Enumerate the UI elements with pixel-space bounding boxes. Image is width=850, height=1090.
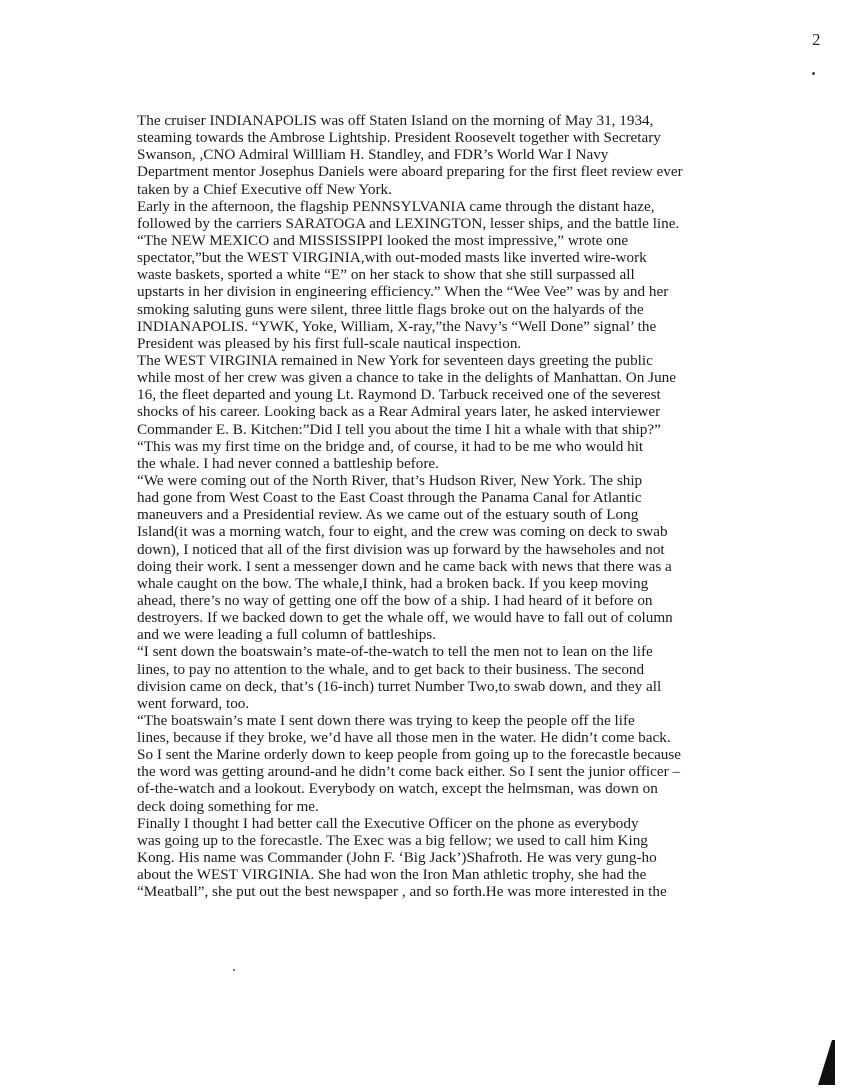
text-line: the word was getting around-and he didn’t come back either. So I sent the junior officer –	[137, 763, 681, 781]
scan-speck	[812, 72, 815, 75]
text-line: waste baskets, sported a white “E” on her stack to show that she still surpassed all	[137, 266, 635, 284]
text-line: The WEST VIRGINIA remained in New York for seventeen days greeting the public	[137, 351, 653, 369]
text-line: President was pleased by his first full-scale nautical inspection.	[137, 334, 522, 352]
text-line: INDIANAPOLIS. “YWK, Yoke, William, X-ray,”the Navy’s “Well Done” signal’ the	[137, 317, 657, 335]
text-line: upstarts in her division in engineering efficiency.” When the “Wee Vee” was by and her	[137, 283, 669, 301]
text-line: spectator,”but the WEST VIRGINIA,with out-moded masts like inverted wire-work	[137, 249, 647, 267]
text-line: about the WEST VIRGINIA. She had won the Iron Man athletic trophy, she had the	[137, 866, 647, 884]
text-line: had gone from West Coast to the East Coast through the Panama Canal for Atlantic	[137, 489, 642, 507]
text-line: maneuvers and a Presidential review. As we came out of the estuary south of Long	[137, 506, 639, 524]
text-line: down), I noticed that all of the first division was up forward by the hawseholes and not	[137, 540, 665, 558]
text-line: Island(it was a morning watch, four to eight, and the crew was coming on deck to swab	[137, 523, 668, 541]
text-line: “I sent down the boatswain’s mate-of-the-watch to tell the men not to lean on the life	[137, 643, 653, 661]
text-line: went forward, too.	[137, 694, 250, 712]
text-line: the whale. I had never conned a battleship before.	[137, 454, 439, 472]
text-line: 16, the fleet departed and young Lt. Raymond D. Tarbuck received one of the severest	[137, 386, 661, 404]
text-line: steaming towards the Ambrose Lightship. President Roosevelt together with Secretary	[137, 129, 661, 147]
text-line: Commander E. B. Kitchen:”Did I tell you about the time I hit a whale with that ship?”	[137, 420, 661, 438]
scan-speck	[233, 969, 235, 971]
text-line: and we were leading a full column of battleships.	[137, 626, 437, 644]
text-line: doing their work. I sent a messenger down and he came back with news that there was a	[137, 557, 672, 575]
text-line: destroyers. If we backed down to get the whale off, we would have to fall out of column	[137, 609, 673, 627]
text-line: Finally I thought I had better call the Executive Officer on the phone as everybody	[137, 814, 639, 832]
scan-corner-shape	[818, 1040, 835, 1085]
text-line: shocks of his career. Looking back as a Rear Admiral years later, he asked interviewer	[137, 403, 661, 421]
text-line: of-the-watch and a lookout. Everybody on watch, except the helmsman, was down on	[137, 780, 658, 798]
text-line: whale caught on the bow. The whale,I think, had a broken back. If you keep moving	[137, 574, 649, 592]
text-line: “Meatball”, she put out the best newspaper , and so forth.He was more interested in the	[137, 883, 667, 901]
text-line: “The boatswain’s mate I sent down there was trying to keep the people off the life	[137, 711, 635, 729]
text-line: So I sent the Marine orderly down to keep people from going up to the forecastle because	[137, 746, 682, 764]
text-line: lines, to pay no attention to the whale, and to get back to their business. The second	[137, 660, 645, 678]
text-line: The cruiser INDIANAPOLIS was off Staten Island on the morning of May 31, 1934,	[137, 112, 654, 129]
document-body	[137, 112, 817, 900]
text-line: division came on deck, that’s (16-inch) turret Number Two,to swab down, and they all	[137, 677, 662, 695]
text-line: ahead, there’s no way of getting one off the bow of a ship. I had heard of it before on	[137, 591, 653, 609]
text-line: deck doing something for me.	[137, 797, 319, 815]
scan-corner-mark	[815, 1040, 835, 1085]
text-line: lines, because if they broke, we’d have all those men in the water. He didn’t come back.	[137, 729, 671, 747]
text-line: followed by the carriers SARATOGA and LEXINGTON, lesser ships, and the battle line.	[137, 214, 680, 232]
text-line: Swanson, ,CNO Admiral Willliam H. Standley, and FDR’s World War I Navy	[137, 146, 609, 164]
text-line: “The NEW MEXICO and MISSISSIPPI looked the most impressive,” wrote one	[137, 231, 629, 249]
text-line: Department mentor Josephus Daniels were aboard preparing for the first fleet review ever	[137, 163, 683, 181]
page-number: 2	[812, 30, 821, 49]
text-line: “We were coming out of the North River, that’s Hudson River, New York. The ship	[137, 471, 643, 489]
text-line: Early in the afternoon, the flagship PENNSYLVANIA came through the distant haze,	[137, 197, 655, 215]
text-line: Kong. His name was Commander (John F. ‘Big Jack’)Shafroth. He was very gung-ho	[137, 849, 657, 867]
text-line: smoking saluting guns were silent, three little flags broke out on the halyards of the	[137, 300, 644, 318]
text-line: taken by a Chief Executive off New York.	[137, 180, 392, 198]
text-line: while most of her crew was given a chance to take in the delights of Manhattan. On June	[137, 369, 676, 387]
text-line: was going up to the forecastle. The Exec was a big fellow; we used to call him King	[137, 831, 648, 849]
text-line: “This was my first time on the bridge and, of course, it had to be me who would hit	[137, 437, 644, 455]
